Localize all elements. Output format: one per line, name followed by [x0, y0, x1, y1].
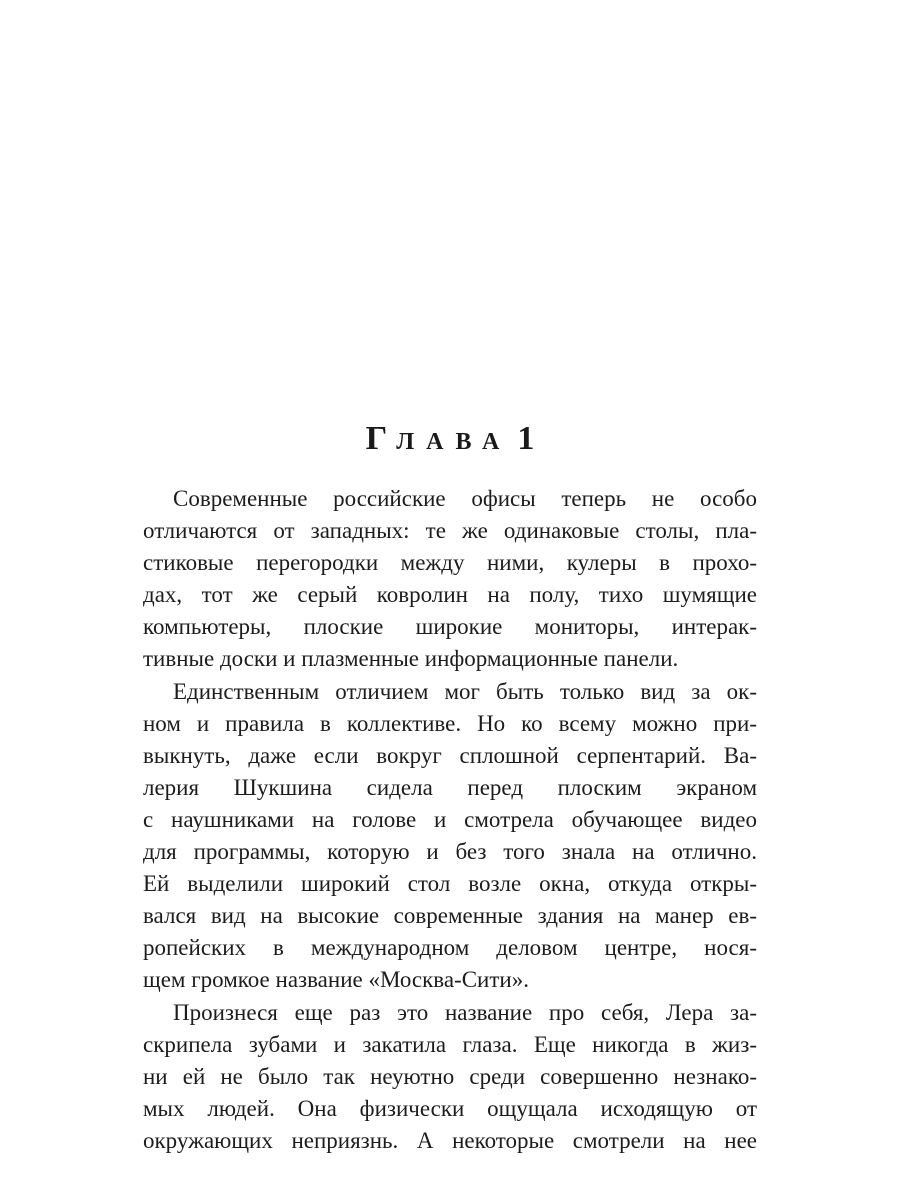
chapter-body [143, 483, 757, 1157]
text-line: Единственным отличием мог быть только вид за ок- [173, 678, 757, 704]
text-line: мых людей. Она физически ощущала исходящую от [143, 1095, 757, 1121]
text-line: для программы, которую и без того знала на отлично. [143, 839, 757, 865]
text-line: ни ей не было так неуютно среди совершенно незнако- [143, 1063, 757, 1089]
text-line: щем громкое название «Москва-Сити». [143, 967, 529, 993]
chapter-number: 1 [517, 420, 535, 457]
text-line: Произнеся еще раз это название про себя, Лера за- [173, 999, 757, 1025]
chapter-word-rest: ЛАВА [396, 429, 512, 455]
text-line: Современные российские офисы теперь не особо [173, 486, 757, 511]
text-line: скрипела зубами и закатила глаза. Еще никогда в жиз- [143, 1031, 757, 1057]
text-line: тивные доски и плазменные информационные панели. [143, 646, 679, 672]
text-line: ном и правила в коллективе. Но ко всему можно при- [143, 710, 757, 736]
chapter-word-initial: Г [365, 420, 397, 457]
text-line: отличаются от западных: те же одинаковые столы, пла- [143, 518, 757, 544]
text-line: компьютеры, плоские широкие мониторы, интерак- [143, 614, 757, 640]
book-page [143, 0, 757, 1200]
text-line: с наушниками на голове и смотрела обучающее видео [143, 806, 757, 832]
text-line: дах, тот же серый ковролин на полу, тихо шумящие [143, 582, 757, 608]
text-line: вался вид на высокие современные здания на манер ев- [143, 903, 757, 929]
text-line: выкнуть, даже если вокруг сплошной серпентарий. Ва- [143, 742, 757, 768]
text-line: лерия Шукшина сидела перед плоским экраном [143, 774, 757, 800]
text-line: ропейских в международном деловом центре, нося- [143, 935, 757, 961]
text-line: стиковые перегородки между ними, кулеры в прохо- [143, 550, 757, 576]
text-line: окружающих неприязнь. А некоторые смотрели на нее [143, 1127, 757, 1153]
text-line: Ей выделили широкий стол возле окна, откуда откры- [143, 871, 757, 897]
chapter-title [143, 418, 757, 462]
